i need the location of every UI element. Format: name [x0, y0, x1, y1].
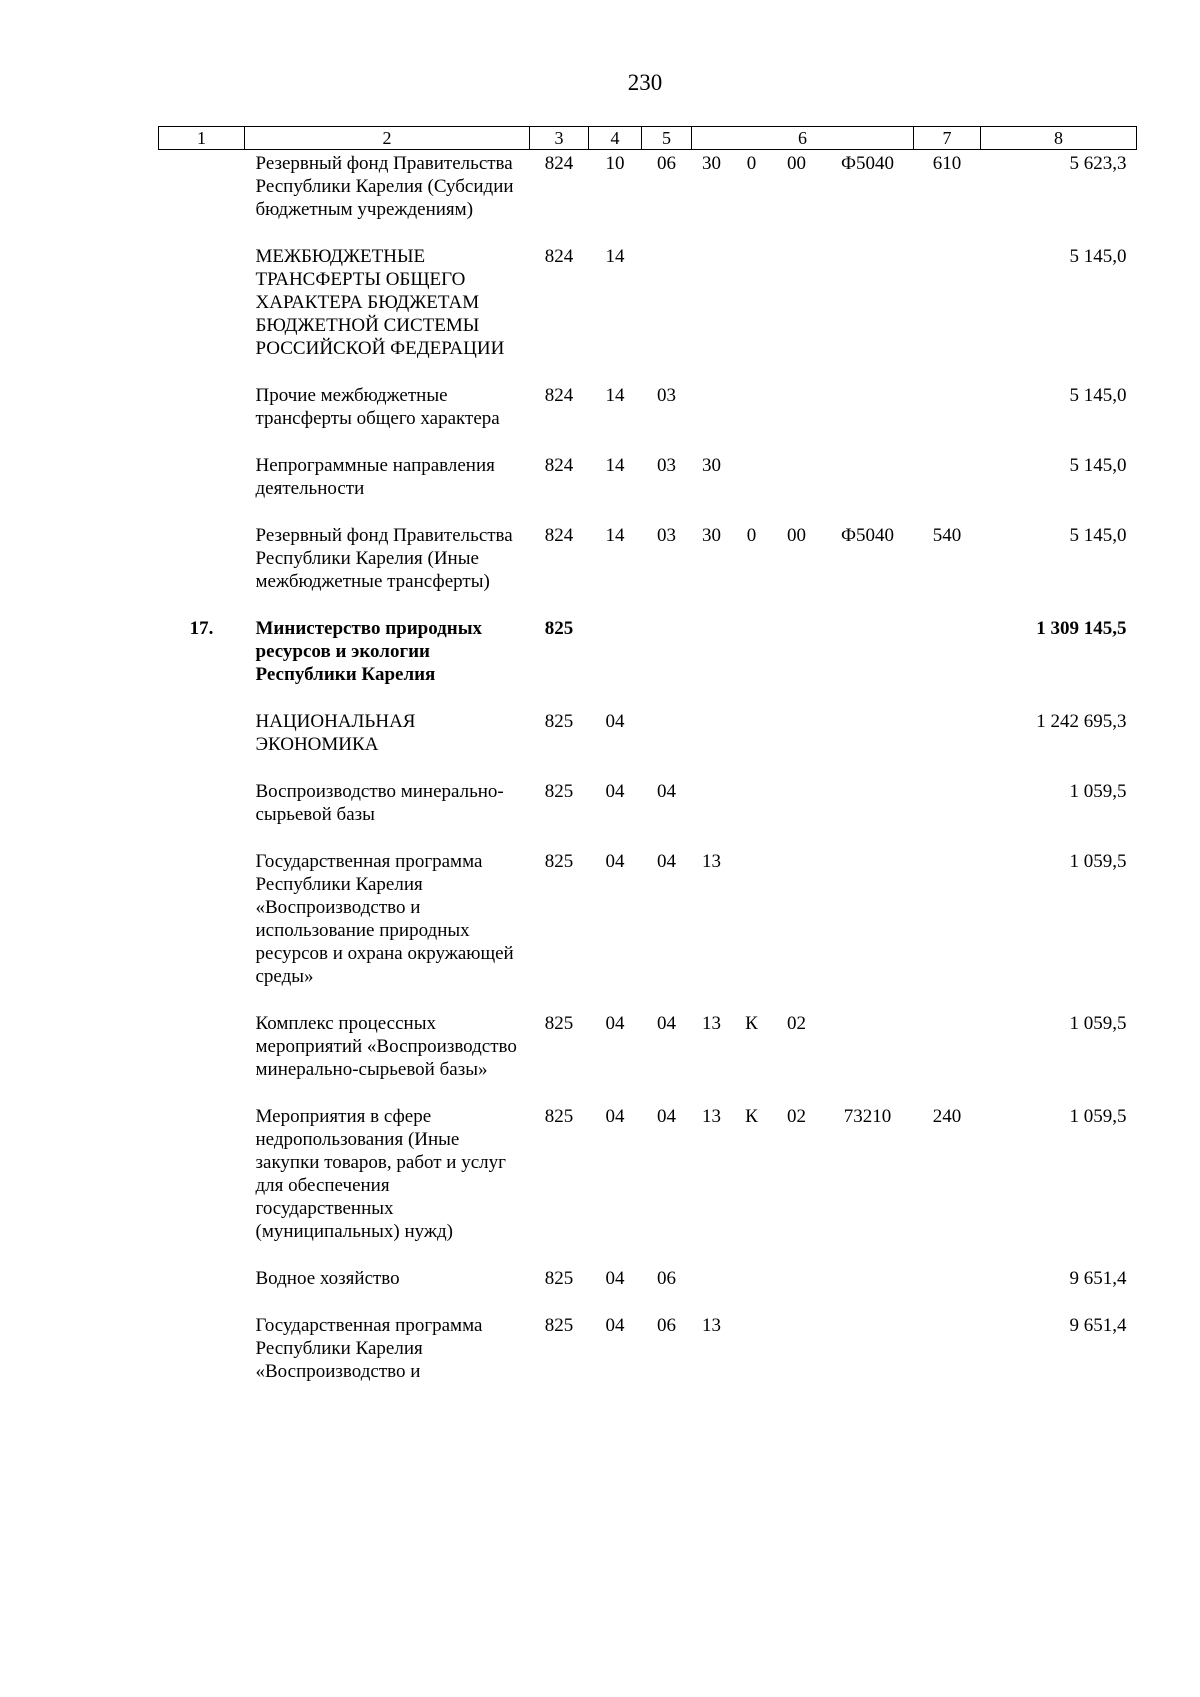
code-col-6d	[822, 850, 914, 1012]
row-name: Непрограммные направления деятельности	[255, 455, 495, 499]
code-col-7	[914, 245, 981, 384]
code-col-3: 825	[544, 851, 574, 872]
row-name: Резервный фонд Правительства Республики Карелия (Субсидии бюджетным учреждениям)	[255, 153, 514, 220]
code-col-4	[589, 617, 642, 710]
code-col-6c	[772, 780, 822, 850]
code-col-6c	[772, 617, 822, 710]
code-col-4: 14	[605, 525, 625, 546]
code-col-6c	[772, 1267, 822, 1314]
code-col-5: 04	[657, 851, 676, 872]
code-col-3: 825	[544, 1106, 574, 1127]
code-col-6a	[692, 617, 732, 710]
code-col-3: 824	[544, 525, 574, 546]
code-col-3: 824	[544, 153, 574, 174]
code-col-5: 06	[657, 153, 676, 174]
code-col-7	[914, 1314, 981, 1407]
code-col-3: 824	[544, 455, 574, 476]
row-name: Мероприятия в сфере недропользования (Иные закупки товаров, работ и услуг для обеспечения государственных (муниципальных) нужд)	[255, 1106, 506, 1242]
row-number	[159, 454, 245, 524]
code-col-6b	[732, 1314, 772, 1407]
code-col-6d	[822, 384, 914, 454]
code-col-6a	[692, 1267, 732, 1314]
code-col-6b: К	[745, 1106, 758, 1127]
code-col-5: 06	[657, 1268, 676, 1289]
row-number	[159, 1314, 245, 1407]
amount: 5 145,0	[1069, 455, 1127, 476]
code-col-5: 04	[657, 1106, 676, 1127]
table-row	[159, 524, 1137, 617]
code-col-4: 04	[605, 851, 625, 872]
row-name: НАЦИОНАЛЬНАЯ ЭКОНОМИКА	[255, 711, 416, 755]
code-col-4: 04	[605, 781, 625, 802]
amount: 5 623,3	[1069, 153, 1127, 174]
code-col-6c: 00	[787, 153, 806, 174]
code-col-7	[914, 617, 981, 710]
code-col-3: 825	[544, 1315, 574, 1336]
amount: 1 059,5	[1069, 781, 1127, 802]
row-name: МЕЖБЮДЖЕТНЫЕ ТРАНСФЕРТЫ ОБЩЕГО ХАРАКТЕРА БЮДЖЕТАМ БЮДЖЕТНОЙ СИСТЕМЫ РОССИЙСКОЙ ФЕДЕРАЦИИ	[255, 246, 505, 359]
code-col-4: 04	[605, 1268, 625, 1289]
row-number	[159, 780, 245, 850]
table-row	[159, 245, 1137, 384]
code-col-6a	[692, 710, 732, 780]
code-col-6b: 0	[746, 153, 757, 174]
code-col-6b	[732, 617, 772, 710]
code-col-5: 03	[657, 525, 676, 546]
code-col-6d	[822, 245, 914, 384]
code-col-5: 03	[657, 385, 676, 406]
code-col-6d	[822, 780, 914, 850]
code-col-4: 04	[605, 1106, 625, 1127]
row-number	[159, 1105, 245, 1267]
code-col-3: 824	[544, 385, 574, 406]
row-name: Воспроизводство минерально-сырьевой базы	[255, 781, 504, 825]
code-col-4: 10	[605, 153, 625, 174]
code-col-6d	[822, 454, 914, 524]
code-col-6d: 73210	[843, 1106, 892, 1127]
code-col-7	[914, 384, 981, 454]
code-col-3: 824	[544, 246, 574, 267]
code-col-6a: 13	[702, 1315, 721, 1336]
code-col-6b	[732, 245, 772, 384]
code-col-7	[914, 780, 981, 850]
table-header-row	[159, 127, 1137, 150]
amount: 9 651,4	[1069, 1268, 1127, 1289]
table-row	[159, 1314, 1137, 1407]
budget-table	[158, 126, 1137, 1407]
amount: 9 651,4	[1069, 1315, 1127, 1336]
code-col-6c	[772, 454, 822, 524]
code-col-6c: 02	[787, 1013, 806, 1034]
code-col-7	[914, 1012, 981, 1105]
row-number	[159, 245, 245, 384]
code-col-7: 240	[932, 1106, 962, 1127]
code-col-6d	[822, 617, 914, 710]
header-cell-5: 5	[642, 127, 692, 150]
code-col-6c	[772, 710, 822, 780]
amount: 5 145,0	[1069, 385, 1127, 406]
table-row	[159, 710, 1137, 780]
code-col-3: 825	[544, 1268, 574, 1289]
code-col-6d	[822, 1267, 914, 1314]
code-col-6c	[772, 1314, 822, 1407]
code-col-6b: К	[745, 1013, 758, 1034]
table-row	[159, 454, 1137, 524]
amount: 1 309 145,5	[1036, 618, 1127, 639]
header-cell-4: 4	[589, 127, 642, 150]
code-col-6d	[822, 1012, 914, 1105]
code-col-6c	[772, 245, 822, 384]
amount: 5 145,0	[1069, 246, 1127, 267]
table-row	[159, 384, 1137, 454]
code-col-6b	[732, 384, 772, 454]
row-number	[159, 384, 245, 454]
row-name: Государственная программа Республики Карелия «Воспроизводство и использование природных ресурсов и охрана окружающей среды»	[255, 851, 514, 987]
amount: 5 145,0	[1069, 525, 1127, 546]
table-row	[159, 1012, 1137, 1105]
table-row	[159, 1267, 1137, 1314]
code-col-6a: 30	[702, 525, 721, 546]
code-col-6d: Ф5040	[840, 525, 894, 546]
code-col-7	[914, 454, 981, 524]
code-col-5	[642, 710, 692, 780]
amount: 1 059,5	[1069, 1106, 1127, 1127]
code-col-6d	[822, 710, 914, 780]
code-col-6a	[692, 384, 732, 454]
code-col-7	[914, 850, 981, 1012]
row-number	[159, 150, 245, 246]
code-col-3: 825	[544, 711, 574, 732]
table-row	[159, 850, 1137, 1012]
code-col-4: 14	[605, 385, 625, 406]
amount: 1 059,5	[1069, 1013, 1127, 1034]
code-col-4: 14	[605, 246, 625, 267]
code-col-6c	[772, 384, 822, 454]
code-col-5	[642, 245, 692, 384]
row-name: Комплекс процессных мероприятий «Воспроизводство минерально-сырьевой базы»	[255, 1013, 517, 1080]
row-name: Резервный фонд Правительства Республики Карелия (Иные межбюджетные трансферты)	[255, 525, 513, 592]
page-number: 230	[627, 70, 663, 95]
row-number	[159, 710, 245, 780]
table-row	[159, 150, 1137, 246]
code-col-6d: Ф5040	[840, 153, 894, 174]
code-col-5: 04	[657, 1013, 676, 1034]
code-col-6a	[692, 780, 732, 850]
code-col-6a: 30	[702, 455, 721, 476]
table-body	[159, 150, 1137, 1408]
code-col-6c: 00	[787, 525, 806, 546]
code-col-5	[642, 617, 692, 710]
code-col-4: 14	[605, 455, 625, 476]
code-col-7: 610	[932, 153, 962, 174]
table-row	[159, 780, 1137, 850]
code-col-6c	[772, 850, 822, 1012]
row-number	[159, 1012, 245, 1105]
code-col-4: 04	[605, 711, 625, 732]
code-col-7	[914, 710, 981, 780]
code-col-6b	[732, 1267, 772, 1314]
code-col-7	[914, 1267, 981, 1314]
amount: 1 242 695,3	[1036, 711, 1127, 732]
table-row	[159, 1105, 1137, 1267]
row-number	[159, 1267, 245, 1314]
row-name: Министерство природных ресурсов и экологии Республики Карелия	[255, 618, 483, 685]
code-col-7: 540	[932, 525, 962, 546]
code-col-5: 04	[657, 781, 676, 802]
code-col-6b	[732, 780, 772, 850]
code-col-6d	[822, 1314, 914, 1407]
row-number: 17.	[189, 618, 214, 639]
code-col-3: 825	[544, 618, 574, 639]
code-col-6b	[732, 850, 772, 1012]
row-name: Прочие межбюджетные трансферты общего характера	[255, 385, 500, 429]
row-name: Водное хозяйство	[255, 1268, 400, 1289]
header-cell-1: 1	[159, 127, 245, 150]
header-cell-3: 3	[530, 127, 589, 150]
code-col-6b: 0	[746, 525, 757, 546]
table-row	[159, 617, 1137, 710]
code-col-3: 825	[544, 1013, 574, 1034]
row-number	[159, 524, 245, 617]
header-cell-8: 8	[981, 127, 1137, 150]
code-col-6b	[732, 454, 772, 524]
code-col-6a: 13	[702, 1106, 721, 1127]
code-col-6a: 13	[702, 1013, 721, 1034]
code-col-5: 03	[657, 455, 676, 476]
code-col-6a: 30	[702, 153, 721, 174]
header-cell-2: 2	[245, 127, 530, 150]
code-col-4: 04	[605, 1315, 625, 1336]
code-col-6a: 13	[702, 851, 721, 872]
row-name: Государственная программа Республики Карелия «Воспроизводство и	[255, 1315, 483, 1382]
code-col-3: 825	[544, 781, 574, 802]
code-col-6a	[692, 245, 732, 384]
header-cell-7: 7	[914, 127, 981, 150]
code-col-6c: 02	[787, 1106, 806, 1127]
code-col-4: 04	[605, 1013, 625, 1034]
code-col-5: 06	[657, 1315, 676, 1336]
code-col-6b	[732, 710, 772, 780]
header-cell-6: 6	[692, 127, 914, 150]
row-number	[159, 850, 245, 1012]
amount: 1 059,5	[1069, 851, 1127, 872]
